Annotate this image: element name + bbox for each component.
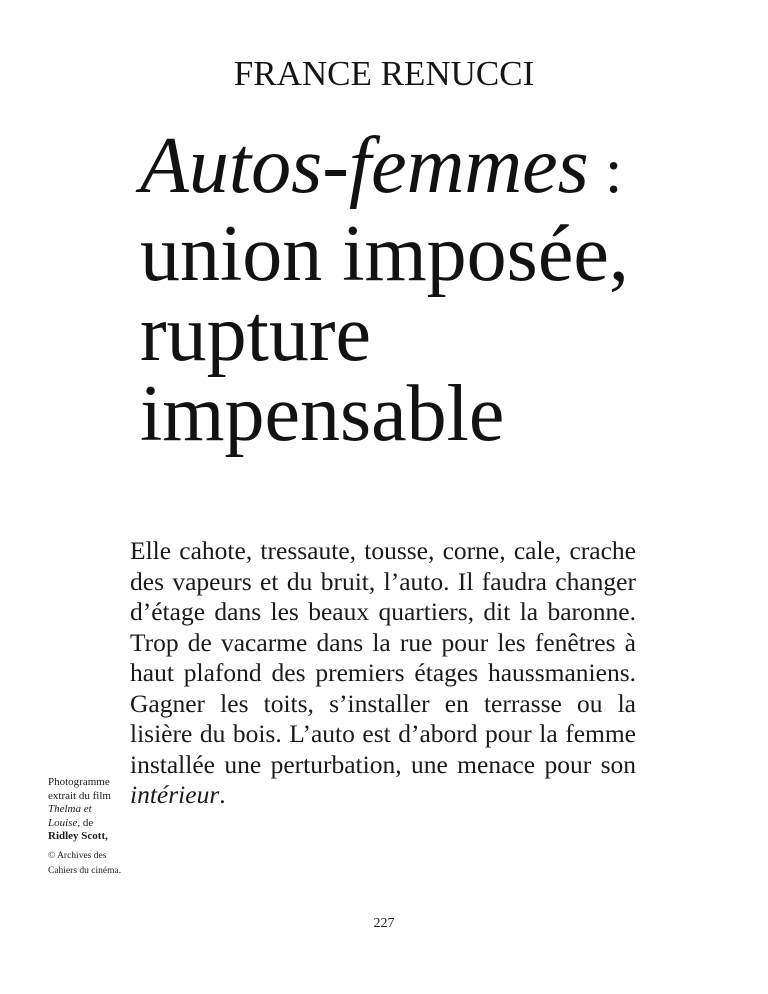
title-line-3: rupture — [140, 290, 372, 378]
title-italic-part: Autos-femmes — [140, 122, 589, 210]
article-title — [140, 122, 750, 458]
body-paragraph — [130, 536, 636, 811]
title-colon: : — [588, 135, 623, 206]
caption-line-1: Photogramme — [48, 776, 110, 788]
photo-caption — [48, 776, 128, 879]
body-text-main: Elle cahote, tressaute, tousse, corne, cale, crache des vapeurs et du bruit, l’auto. Il faudra changer d’étage dans les beaux quartiers, dit la baronne. Trop de vacarme dans la rue pour les fenêtres à haut plafond des premiers étages haussmaniens. Gagner les toits, s’installer en terrasse ou la lisière du bois. L’auto est d’abord pour la femme installée une perturbation, une menace pour son — [130, 536, 636, 779]
title-line-4: impensable — [140, 370, 505, 458]
page-number: 227 — [373, 916, 395, 931]
caption-director: Ridley Scott, — [48, 830, 108, 842]
caption-line-4 — [48, 817, 128, 831]
caption-credit-1: © Archives des — [48, 850, 107, 861]
caption-de: , de — [77, 816, 94, 829]
caption-film-title-1: Thelma et — [48, 803, 92, 815]
caption-film-title-2: Louise — [48, 816, 78, 829]
title-line-2: union imposée, — [140, 210, 629, 298]
body-text-italic: intérieur — [130, 780, 220, 809]
body-text-end: . — [219, 780, 226, 809]
title-line-1 — [140, 122, 750, 210]
caption-line-2: extrait du film — [48, 789, 111, 802]
author-name: FRANCE RENUCCI — [233, 54, 535, 93]
caption-credit-2: Cahiers du cinéma. — [48, 866, 122, 876]
